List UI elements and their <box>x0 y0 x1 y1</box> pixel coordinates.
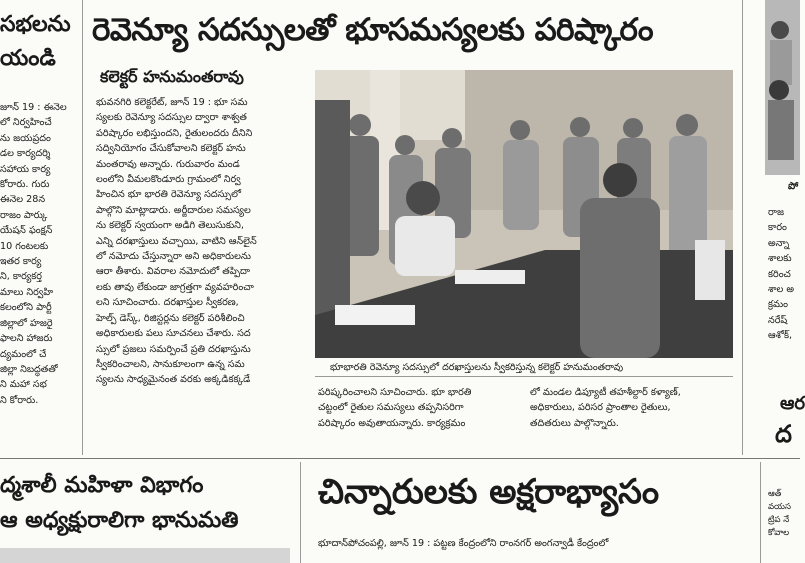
main-article-col-1 <box>96 95 308 445</box>
text-line: ను కలెక్టర్ స్వయంగా అడిగి తెలుసుకుని, <box>96 220 244 232</box>
text-line: అన్నా <box>768 237 790 249</box>
main-article-col-2 <box>318 385 518 445</box>
text-line: లకు తావు లేకుండా జాగ్రత్తగా వ్యవహరించా <box>96 281 254 293</box>
bottom-divider <box>300 462 301 563</box>
text-line: ఆత్ <box>768 489 782 499</box>
text-line: మాలు నిర్వహి <box>0 286 54 298</box>
text-line: జిల్లా నిబద్ధతతో <box>0 363 58 375</box>
bottom-left-photo-strip <box>0 548 290 563</box>
text-line: కరించ <box>768 268 791 280</box>
text-line: ఇతర కార్య <box>0 256 42 268</box>
text-line: ఎన్ని దరఖాస్తులు వచ్చాయి, వాటిని ఆన్‌లైన్ <box>96 235 257 247</box>
caption-rule <box>315 376 733 377</box>
text-line: సద్వినియోగం చేసుకోవాలని కలెక్టర్ హను <box>96 143 246 155</box>
text-line: స్వీకరించాలని, సానుకూలంగా ఉన్న సమ <box>96 358 245 370</box>
text-line: లో నిర్వహించే <box>0 117 52 129</box>
text-line: లంలోని వీమలకొండూరు గ్రామంలో నిర్వ <box>96 174 241 186</box>
text-line: జూన్ 19 : ఈనెల <box>0 102 67 113</box>
text-line: పాల్గొని మాట్లాడారు. అర్జీదారుల సమస్యల <box>96 204 251 216</box>
right-subhead-1: ఆర <box>780 393 805 414</box>
text-line: ఫాలని హాజరు <box>0 333 53 345</box>
text-line: యేషన్ ఫంక్షన్ <box>0 225 53 237</box>
bottom-divider-right <box>760 462 761 563</box>
right-photo-illustration <box>765 0 800 175</box>
text-line: సహాయ కార్య <box>0 163 51 175</box>
text-line: కారం <box>768 222 787 234</box>
main-article-col-3 <box>530 385 735 445</box>
right-column-body <box>768 205 800 355</box>
right-photo-caption: పో <box>788 181 799 192</box>
main-byline: కలెక్టర్ హనుమంతరావు <box>100 67 244 86</box>
right-subhead-2: ద <box>775 420 792 448</box>
text-line: రాజం పార్కు <box>0 209 48 221</box>
photo-illustration <box>315 70 733 358</box>
text-line: వయస <box>768 502 791 512</box>
section-divider <box>0 458 800 459</box>
text-line: నరేష్ <box>768 314 788 326</box>
photo-caption: భూభారతి రెవెన్యూ సదస్సులో దరఖాస్తులను స్వీకరిస్తున్న కలెక్టర్ హనుమంతరావు <box>330 362 624 373</box>
text-line: ని, కార్యకర్త <box>0 271 42 283</box>
text-line: హెల్ప్ డెస్క్, రిజిస్టర్లను కలెక్టర్ పరిశీలించి <box>96 312 245 324</box>
text-line: శాలకు <box>768 253 792 265</box>
main-headline: రెవెన్యూ సదస్సులతో భూసమస్యలకు పరిష్కారం <box>92 12 654 48</box>
text-line: పరిష్కారం అవుతాయన్నారు. కార్యక్రమం <box>318 417 466 429</box>
text-line: హించిన భూ భారతి రెవెన్యూ సదస్సులో <box>96 189 241 201</box>
text-line: అధికారులు, పరిసర ప్రాంతాల రైతులు, <box>530 402 671 414</box>
text-line: స్యలకు రెవెన్యూ సదస్సుల ద్వారా శాశ్వత <box>96 112 247 124</box>
text-line: పరిష్కారం లభిస్తుందని, రైతులందరు దీనిని <box>96 127 253 139</box>
text-line: లో నమోదు చేస్తున్నారా అని అధికారులను <box>96 251 251 263</box>
text-line: ఈనెల 28న <box>0 194 46 206</box>
bottom-main-headline: చిన్నారులకు అక్షరాభ్యాసం <box>318 472 660 512</box>
text-line: ఆశోక్, <box>768 330 793 342</box>
text-line: డల కార్యదర్శి <box>0 148 51 160</box>
text-line: స్సులో ప్రజలు సమర్పించే ప్రతి దరఖాస్తును <box>96 343 251 355</box>
bottom-main-body: భూదాన్‌పోచంపల్లి, జూన్ 19 : పట్టణ కేంద్రంలోని రాంనగర్ అంగన్వాడీ కేంద్రంలో <box>318 538 609 549</box>
text-line: లో మండల డిప్యూటీ తహశీల్దార్ కళ్యాణ్, <box>530 387 681 398</box>
text-line: అధికారులకు పలు సూచనలు చేశారు. సద <box>96 328 251 340</box>
column-divider-right <box>742 0 743 455</box>
right-column-body-2 <box>768 488 800 563</box>
right-column-photo <box>765 0 800 175</box>
left-headline-line-2: యండి <box>0 46 56 71</box>
text-line: రాజ <box>768 207 785 218</box>
column-divider <box>82 0 83 455</box>
left-headline-line-1: సభలను <box>0 12 71 37</box>
text-line: స్యలను సాధ్యమైనంత వరకు అక్కడికక్కడే <box>96 374 251 386</box>
text-line: ని కోరారు. <box>0 394 39 406</box>
text-line: క్రమం <box>768 299 789 311</box>
bottom-left-headline-2: ఆ అధ్యక్షురాలిగా భానుమతి <box>0 508 239 533</box>
text-line: ని మహా సభ <box>0 379 47 391</box>
collector-photo <box>315 70 733 358</box>
text-line: ట్రిప నే <box>768 515 790 525</box>
text-line: పరిష్కరించాలని సూచించారు. భూ భారతి <box>318 387 472 398</box>
text-line: కోరారు. గురు <box>0 179 50 191</box>
text-line: కోవాల <box>768 528 790 538</box>
text-line: మంతరావు అన్నారు. గురువారం మండ <box>96 158 240 170</box>
text-line: ఆరా తీశారు. వివరాల నమోదులో తప్పిదా <box>96 266 250 278</box>
left-article-body <box>0 100 80 450</box>
text-line: కలంలోని పార్టీ <box>0 302 52 314</box>
text-line: భువనగిరి కలెక్టరేట్, జూన్ 19 : భూ సమ <box>96 97 248 108</box>
text-line: శాల అ <box>768 284 794 296</box>
text-line: తదితరులు పాల్గొన్నారు. <box>530 417 619 429</box>
text-line: 10 గంటలకు <box>0 240 49 252</box>
text-line: జిల్లాలో హజరై <box>0 317 53 329</box>
text-line: ను జయప్రదం <box>0 132 51 144</box>
text-line: ద్యమంలో చే <box>0 348 47 360</box>
text-line: లని సూచించారు. దరఖాస్తుల స్వీకరణ, <box>96 297 239 309</box>
bottom-left-headline-1: ద్మశాలీ మహిళా విభాగం <box>0 473 204 498</box>
text-line: చట్టంలో రైతుల సమస్యలు తప్పనిసరిగా <box>318 402 464 414</box>
